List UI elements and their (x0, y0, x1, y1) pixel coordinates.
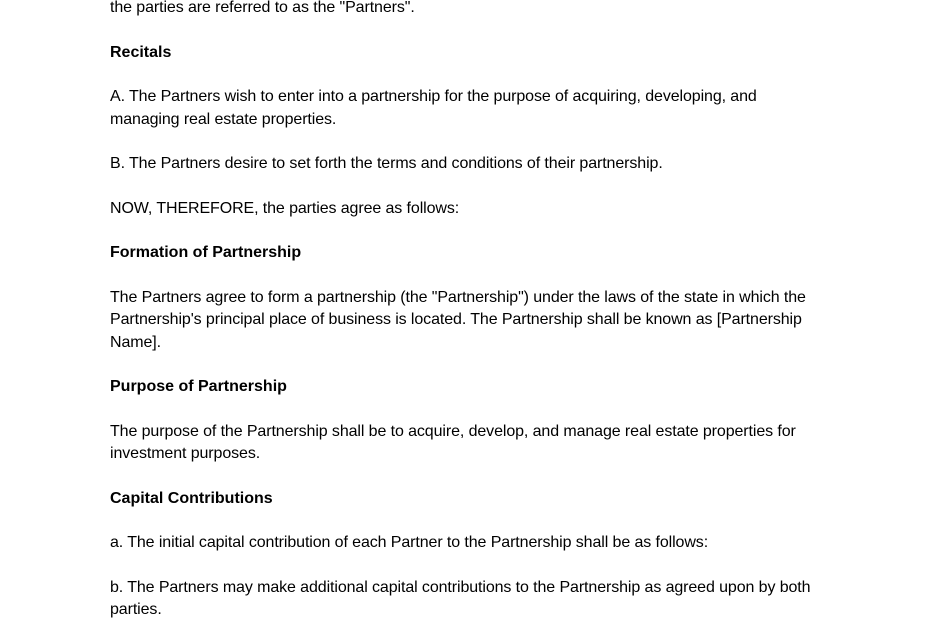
therefore-paragraph: NOW, THEREFORE, the parties agree as follows: (110, 199, 460, 217)
recitals-heading: Recitals (110, 43, 172, 61)
capital-b-paragraph: b. The Partners may make additional capital contributions to the Partnership as agreed upon by both parties. (110, 578, 811, 618)
capital-a-paragraph: a. The initial capital contribution of each Partner to the Partnership shall be as follows: (110, 534, 709, 551)
formation-paragraph: The Partners agree to form a partnership (the "Partnership") under the laws of the state in which the Partnership's principal place of business is located. The Partnership shall be known as [Partnership Name]. (110, 288, 806, 351)
purpose-paragraph: The purpose of the Partnership shall be to acquire, develop, and manage real estate properties for investment purposes. (110, 422, 796, 462)
purpose-heading: Purpose of Partnership (110, 378, 287, 395)
document-page (110, 0, 830, 644)
capital-heading: Capital Contributions (110, 489, 273, 507)
intro-tail-paragraph: the parties are referred to as the "Partners". (110, 0, 415, 16)
recital-b-paragraph: B. The Partners desire to set forth the terms and conditions of their partnership. (110, 155, 663, 172)
formation-heading: Formation of Partnership (110, 244, 302, 261)
recital-a-paragraph: A. The Partners wish to enter into a partnership for the purpose of acquiring, developing, and managing real estate properties. (110, 88, 757, 128)
